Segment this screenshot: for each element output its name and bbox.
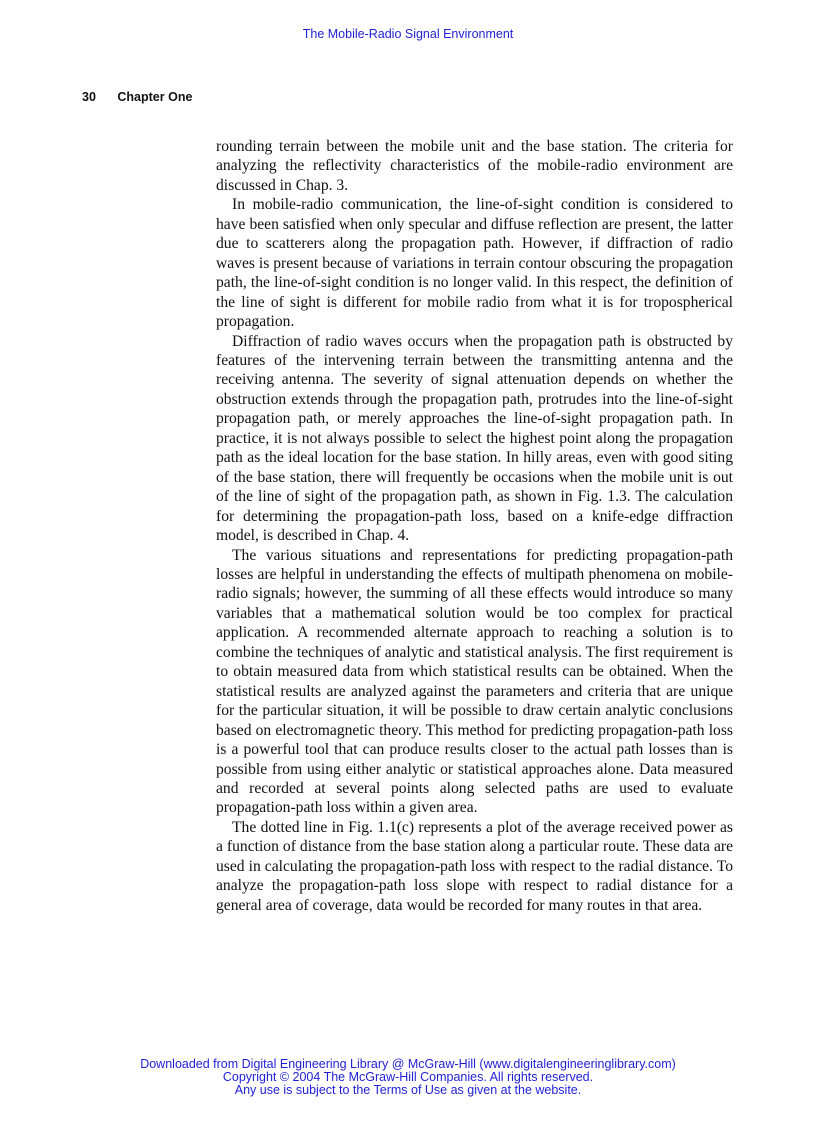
footer-copyright: Copyright © 2004 The McGraw-Hill Companies. All rights reserved. xyxy=(222,1070,594,1084)
paragraph: rounding terrain between the mobile unit and the base station. The criteria for analyzing the reflectivity characteristics of the mobile-radio environment are discussed in Chap. 3. xyxy=(216,138,733,194)
body-text xyxy=(216,137,733,915)
paragraph: The various situations and representations for predicting propagation-path losses are helpful in understanding the effects of multipath phenomena on mobile-radio signals; however, the summing of all these effects would introduce so many variables that a mathematical solution would be too complex for practical application. A recommended alternate approach to reaching a solution is to combine the techniques of analytic and statistical analysis. The first requirement is to obtain measured data from which statistical results can be obtained. When the statistical results are analyzed against the parameters and criteria that are unique for the particular situation, it will be possible to draw certain analytic conclusions based on electromagnetic theory. This method for predicting propagation-path loss is a powerful tool that can produce results closer to the actual path losses than is possible from using either analytic or statistical approaches alone. Data measured and recorded at several points along selected paths are used to evaluate propagation-path loss within a given area. xyxy=(216,546,733,817)
source-link[interactable]: The Mobile-Radio Signal Environment xyxy=(302,27,514,41)
paragraph: The dotted line in Fig. 1.1(c) represents a plot of the average received power as a function of distance from the base station along a particular route. These data are used in calculating the propagation-path loss with respect to the radial distance. To analyze the propagation-path loss slope with respect to radial distance for a general area of coverage, data would be recorded for many routes in that area. xyxy=(216,818,733,914)
footer-terms[interactable]: Any use is subject to the Terms of Use as given at the website. xyxy=(234,1083,582,1097)
footer-download-link[interactable]: Downloaded from Digital Engineering Library @ McGraw-Hill (www.digitalengineeringlibrary.com) xyxy=(140,1057,676,1071)
chapter-title: Chapter One xyxy=(117,90,193,104)
footer-notice xyxy=(0,1058,816,1097)
running-head xyxy=(82,90,192,104)
paragraph: Diffraction of radio waves occurs when the propagation path is obstructed by features of the intervening terrain between the transmitting antenna and the receiving antenna. The severity of signal attenuation depends on whether the obstruction extends through the propagation path, protrudes into the line-of-sight propagation path, or merely approaches the line-of-sight propagation path. In practice, it is not always possible to select the highest point along the propagation path as the ideal location for the base station. In hilly areas, even with good siting of the base station, there will frequently be occasions when the mobile unit is out of the line of sight of the propagation path, as shown in Fig. 1.3. The calculation for determining the propagation-path loss, based on a knife-edge diffraction model, is described in Chap. 4. xyxy=(216,332,733,545)
paragraph: In mobile-radio communication, the line-of-sight condition is considered to have been satisfied when only specular and diffuse reflection are present, the latter due to scatterers along the propagation path. However, if diffraction of radio waves is present because of variations in terrain contour obscuring the propagation path, the line-of-sight condition is no longer valid. In this respect, the definition of the line of sight is different for mobile radio from what it is for tropospherical propagation. xyxy=(216,196,733,331)
page-number: 30 xyxy=(82,90,96,104)
